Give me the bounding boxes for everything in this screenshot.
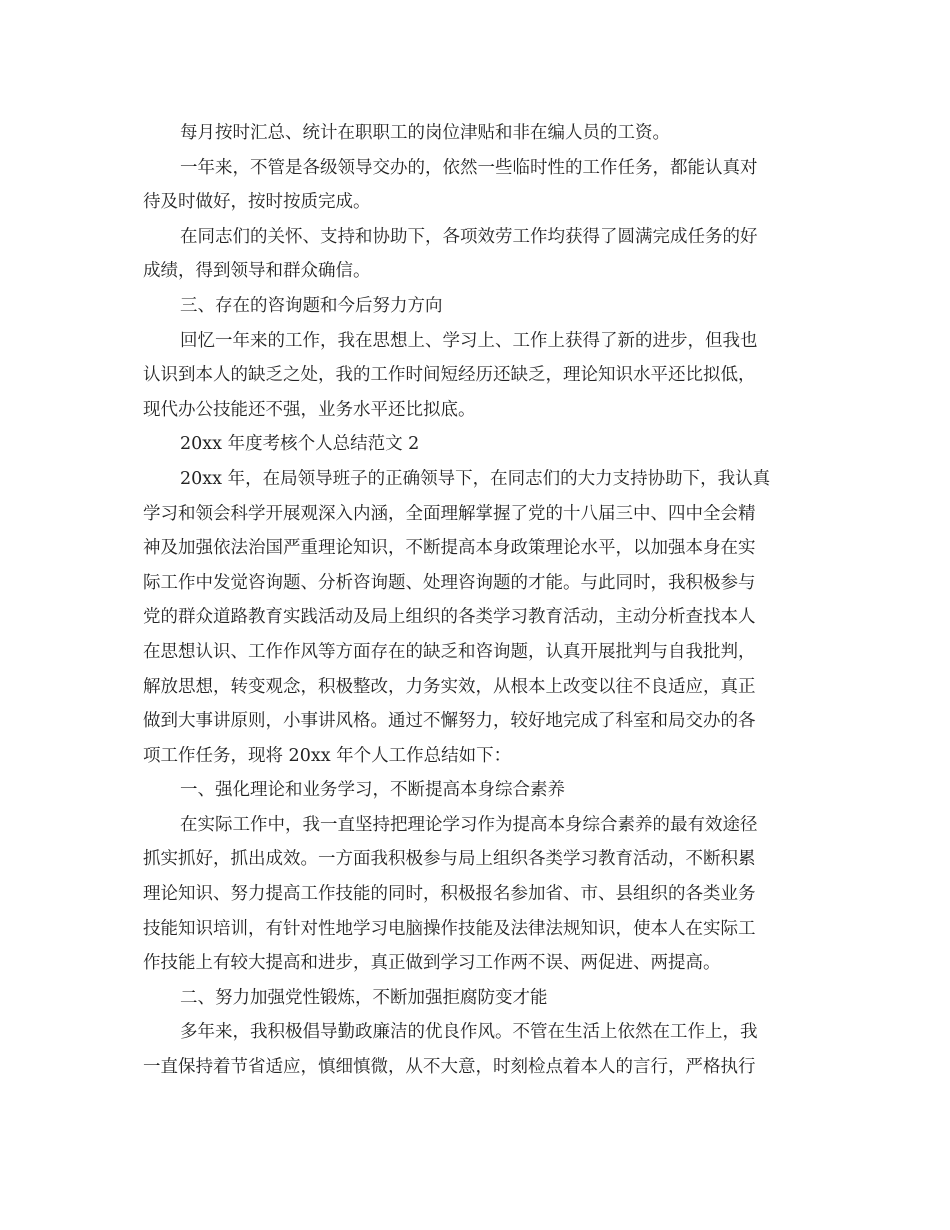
paragraph-line: 理论知识、努力提高工作技能的同时，积极报名参加省、市、县组织的各类业务 [143,884,756,905]
paragraph-line: 学习和领会科学开展观深入内涵，全面理解掌握了党的十八届三中、四中全会精 [143,503,756,524]
paragraph-line: 际工作中发觉咨询题、分析咨询题、处理咨询题的才能。与此同时，我积极参与 [143,572,756,593]
paragraph-line: 待及时做好，按时按质完成。 [143,192,371,213]
section-heading: 三、存在的咨询题和今后努力方向 [180,295,443,316]
paragraph-line: 在实际工作中，我一直坚持把理论学习作为提高本身综合素养的最有效途径 [180,814,758,835]
paragraph-line: 现代办公技能还不强，业务水平还比拟底。 [143,399,476,420]
document-body [143,116,803,1085]
paragraph-line: 神及加强依法治国严重理论知识，不断提高本身政策理论水平，以加强本身在实 [143,538,756,559]
section-heading: 一、强化理论和业务学习，不断提高本身综合素养 [180,780,565,801]
paragraph-line: 技能知识培训，有针对性地学习电脑操作技能及法律法规知识，使本人在实际工 [143,918,756,939]
paragraph-line: 20xx 年，在局领导班子的正确领导下，在同志们的大力支持协助下，我认真 [180,468,771,489]
paragraph-line: 抓实抓好，抓出成效。一方面我积极参与局上组织各类学习教育活动，不断积累 [143,849,756,870]
paragraph-line: 多年来，我积极倡导勤政廉洁的优良作风。不管在生活上依然在工作上，我 [180,1022,758,1043]
paragraph-line: 解放思想，转变观念，积极整改，力务实效，从根本上改变以往不良适应，真正 [143,676,756,697]
paragraph-line: 党的群众道路教育实践活动及局上组织的各类学习教育活动，主动分析查找本人 [143,607,756,628]
document-subtitle: 20xx 年度考核个人总结范文 2 [180,434,420,455]
paragraph-line: 回忆一年来的工作，我在思想上、学习上、工作上获得了新的进步，但我也 [180,330,758,351]
paragraph-line: 成绩，得到领导和群众确信。 [143,261,371,282]
paragraph-line: 在同志们的关怀、支持和协助下，各项效劳工作均获得了圆满完成任务的好 [180,226,758,247]
paragraph-line: 一年来，不管是各级领导交办的，依然一些临时性的工作任务，都能认真对 [180,157,758,178]
paragraph-line: 作技能上有较大提高和进步，真正做到学习工作两不误、两促进、两提高。 [143,953,721,974]
paragraph-line: 做到大事讲原则，小事讲风格。通过不懈努力，较好地完成了科室和局交办的各 [143,711,756,732]
paragraph-line: 项工作任务，现将 20xx 年个人工作总结如下： [143,745,512,766]
paragraph-line: 在思想认识、工作作风等方面存在的缺乏和咨询题，认真开展批判与自我批判， [143,641,756,662]
section-heading: 二、努力加强党性锻炼，不断加强拒腐防变才能 [180,987,548,1008]
paragraph-line: 一直保持着节省适应，慎细慎微，从不大意，时刻检点着本人的言行，严格执行 [143,1057,756,1078]
paragraph-line: 每月按时汇总、统计在职职工的岗位津贴和非在编人员的工资。 [180,123,670,143]
paragraph-line: 认识到本人的缺乏之处，我的工作时间短经历还缺乏，理论知识水平还比拟低， [143,365,756,386]
